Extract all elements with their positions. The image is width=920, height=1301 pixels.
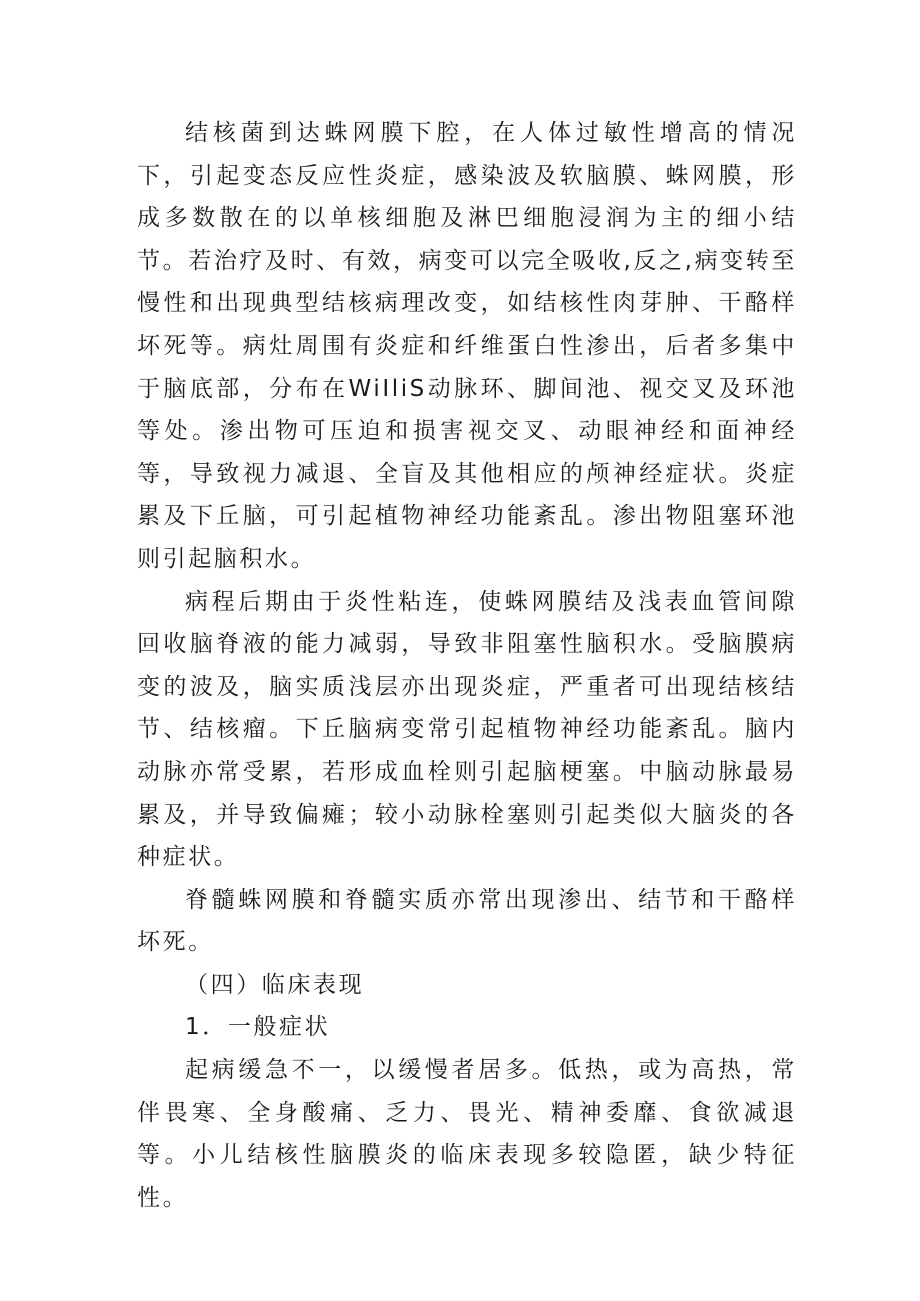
paragraph-general-symptoms: 起病缓急不一，以缓慢者居多。低热，或为高热，常伴畏寒、全身酸痛、乏力、畏光、精神委靡、食欲减退等。小儿结核性脑膜炎的临床表现多较隐匿，缺少特征性。 bbox=[137, 1057, 797, 1211]
subsection-heading-general-symptoms: 1．一般症状 bbox=[185, 1014, 331, 1041]
paragraph-pathology-3: 脊髓蛛网膜和脊髓实质亦常出现渗出、结节和干酪样坏死。 bbox=[137, 886, 797, 956]
paragraph-pathology-2: 病程后期由于炎性粘连，使蛛网膜结及浅表血管间隙回收脑脊液的能力减弱，导致非阻塞性脑积水。受脑膜病变的波及，脑实质浅层亦出现炎症，严重者可出现结核结节、结核瘤。下丘脑病变常引起植物神经功能紊乱。脑内动脉亦常受累，若形成血栓则引起脑梗塞。中脑动脉最易累及，并导致偏瘫；较小动脉栓塞则引起类似大脑炎的各种症状。 bbox=[137, 588, 797, 871]
document-body bbox=[137, 112, 797, 1219]
paragraph-pathology-1: 结核菌到达蛛网膜下腔，在人体过敏性增高的情况下，引起变态反应性炎症，感染波及软脑膜、蛛网膜，形成多数散在的以单核细胞及淋巴细胞浸润为主的细小结节。若治疗及时、有效，病变可以完全吸收,反之,病变转至慢性和出现典型结核病理改变，如结核性肉芽肿、干酪样坏死等。病灶周围有炎症和纤维蛋白性渗出，后者多集中于脑底部，分布在WiIliS动脉环、脚间池、视交叉及环池等处。渗出物可压迫和损害视交叉、动眼神经和面神经等，导致视力减退、全盲及其他相应的颅神经症状。炎症累及下丘脑，可引起植物神经功能紊乱。渗出物阻塞环池则引起脑积水。 bbox=[137, 120, 797, 572]
section-heading-clinical: （四）临床表现 bbox=[185, 971, 365, 998]
